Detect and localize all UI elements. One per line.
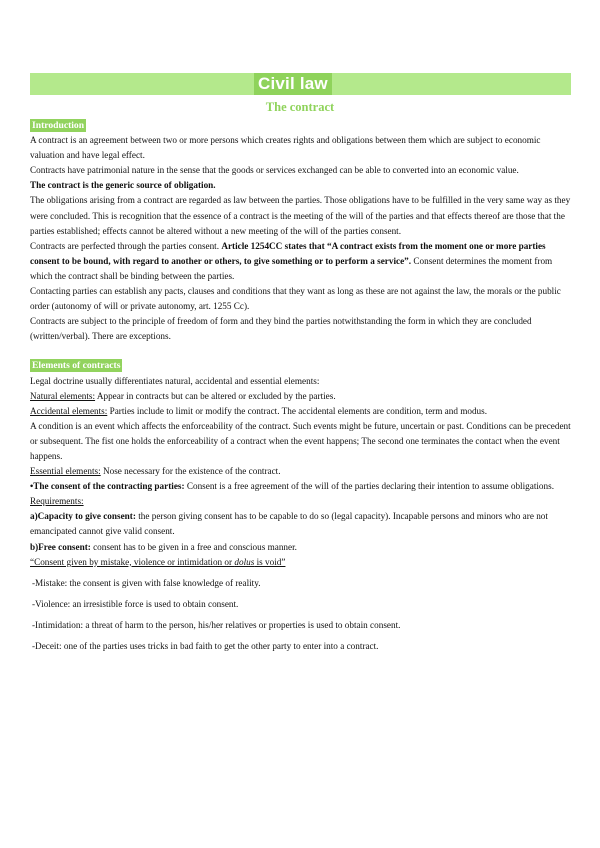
paragraph: Contracts have patrimonial nature in the sense that the goods or services exchanged can be able to converted into an economic value. — [30, 165, 519, 176]
list-item: -Intimidation: a threat of harm to the person, his/her relatives or properties is used to obtain consent. — [32, 619, 401, 630]
paragraph: Contacting parties can establish any pacts, clauses and conditions that they want as long as these are not against the law, the morals or the public order (autonomy of will or private autonomy, art. 1255 Cc). — [30, 286, 561, 312]
section-heading-elements: Elements of contracts — [32, 360, 121, 372]
article-quote: Article 1254CC states that “A contract exists from the moment one or more parties consent to be bound, with regard to another or others, to give something or to perform a service”. — [30, 240, 546, 266]
paragraph: A condition is an event which affects the enforceability of the contract. Such events might be future, uncertain or past. Conditions can be precedent or subsequent. The fist one holds the enforceability of a contract when the event happens; The second one terminates the contact when the event happens. — [30, 420, 571, 461]
section-heading-introduction: Introduction — [32, 120, 85, 131]
requirements-label: Requirements: — [30, 496, 84, 507]
page-subtitle: The contract — [265, 100, 335, 114]
paragraph: •The consent of the contracting parties: Consent is a free agreement of the will of the parties declaring their intention to assume obligations. — [30, 481, 554, 492]
paragraph: b)Free consent: consent has to be given in a free and conscious manner. — [30, 541, 297, 552]
term-label: Natural elements: — [30, 390, 96, 401]
list-item: -Mistake: the consent is given with false knowledge of reality. — [32, 577, 261, 588]
quote-line: “Consent given by mistake, violence or intimidation or dolus is void” — [30, 556, 286, 567]
paragraph: Accidental elements: Parties include to limit or modify the contract. The accidental elements are condition, term and modus. — [30, 405, 488, 416]
term-label: •The consent of the contracting parties: — [30, 481, 185, 492]
list-item: -Violence: an irresistible force is used to obtain consent. — [32, 598, 239, 609]
term-label: Accidental elements: — [30, 405, 108, 416]
paragraph: Contracts are perfected through the parties consent. Article 1254CC states that “A contract exists from the moment one or more parties consent to be bound, with regard to another or others, to give something or to perform a service”. Consent determines the moment from which the contract shall be binding between the parties. — [30, 240, 553, 281]
paragraph: Essential elements: Nose necessary for the existence of the contract. — [30, 466, 281, 477]
paragraph: A contract is an agreement between two or more persons which creates rights and obligations between them which are subject to economic valuation and have legal effect. — [30, 135, 541, 161]
list-item: -Deceit: one of the parties uses tricks in bad faith to get the other party to enter into a contract. — [32, 641, 379, 651]
paragraph: Natural elements: Appear in contracts but can be altered or excluded by the parties. — [30, 390, 336, 401]
paragraph: Contracts are subject to the principle of freedom of form and they bind the parties notwithstanding the form in which they are concluded (written/verbal). There are exceptions. — [30, 316, 532, 342]
paragraph: The obligations arising from a contract are regarded as law between the parties. Those obligations have to be fulfilled in the very same way as they were concluded. This is recognition that the essence of a contract is the meeting of the will of the parties and that effects thereof are those that the parties established; effects cannot be altered without a new meeting of the will of the parties consent. — [30, 195, 571, 236]
paragraph: a)Capacity to give consent: the person giving consent has to be capable to do so (legal capacity). Incapable persons and minors who are not emancipated cannot give valid consent. — [30, 511, 548, 537]
term-label: Essential elements: — [30, 466, 101, 477]
page-title: Civil law — [254, 73, 332, 95]
term-label: b)Free consent: — [30, 541, 91, 552]
paragraph-bold: The contract is the generic source of obligation. — [30, 180, 216, 191]
term-label: a)Capacity to give consent: — [30, 511, 136, 522]
document-body — [30, 118, 575, 654]
paragraph: Legal doctrine usually differentiates natural, accidental and essential elements: — [30, 375, 320, 386]
